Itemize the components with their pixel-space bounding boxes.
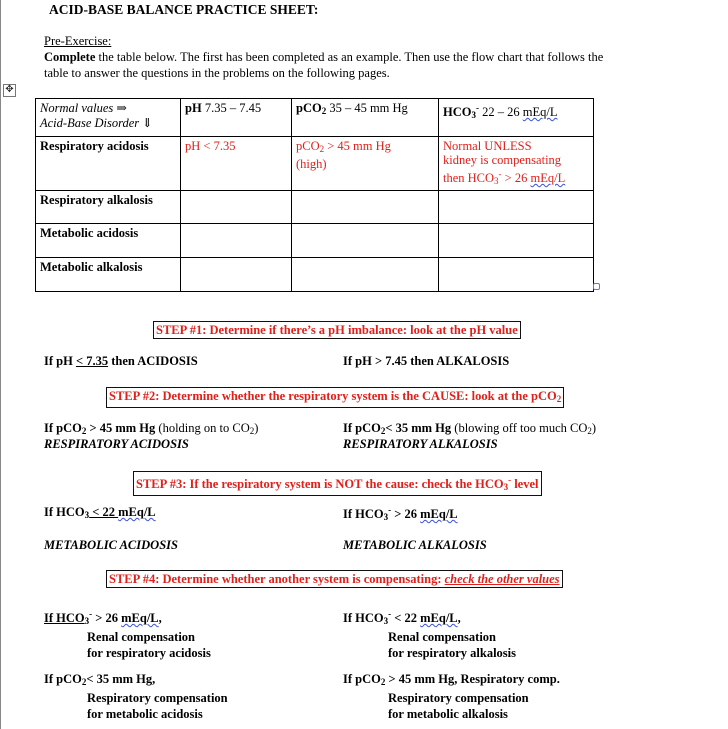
row-hco3-cell[interactable]: Normal UNLESS kidney is compensating then $HCO_3^- > 26$ mEq/L: [439, 137, 594, 191]
step-4-box: STEP #4: Determine whether another system is compensating: check the other values: [106, 570, 563, 588]
disorder-header-label: Acid-Base Disorder ⇓: [40, 116, 153, 130]
table-row: [36, 258, 594, 292]
step-3-box: STEP #3: If the respiratory system is NOT the cause: check the $HCO_3^-$ level: [133, 471, 542, 496]
step3-right-rule: If $HCO_3^- > 26$ mEq/L: [343, 505, 458, 522]
pre-exercise-heading: Pre-Exercise:: [44, 34, 112, 48]
header-ph-cell: pH 7.35 – 7.45: [181, 99, 292, 137]
step-2-box: STEP #2: Determine whether the respiratory system is the CAUSE: look at the pCO$_2$: [106, 387, 564, 408]
row-ph-cell[interactable]: pH < 7.35: [181, 137, 292, 191]
header-disorder-cell: [36, 99, 181, 137]
row-hco3-cell[interactable]: [439, 224, 594, 258]
renal-comp-alkalosis: If $HCO_3^- < 22$ mEq/L, Renal compensation for respiratory alkalosis: [343, 609, 517, 660]
row-hco3-cell[interactable]: [439, 258, 594, 292]
step1-acidosis-rule: If pH < 7.35 then ACIDOSIS: [44, 354, 198, 368]
resp-comp-alkalosis: If pCO$_2$ > 45 mm Hg, Respiratory comp. Respiratory compensation for metabolic alkalosis: [343, 672, 560, 721]
step2-right-rule: If pCO$_2$< 35 mm Hg (blowing off too much $CO_2$): [343, 421, 597, 436]
step-1-box: STEP #1: Determine if there’s a pH imbalance: look at the pH value: [153, 321, 521, 339]
metabolic-acidosis-label: METABOLIC ACIDOSIS: [44, 538, 178, 552]
row-disorder-cell: Metabolic alkalosis: [36, 258, 181, 292]
header-pco2-cell: pCO$_2$ 35 – 45 mm Hg: [292, 99, 439, 137]
row-pco2-cell[interactable]: pCO$_2$ > 45 mm Hg (high): [292, 137, 439, 191]
acid-base-table: [35, 98, 594, 292]
respiratory-alkalosis-label: RESPIRATORY ALKALOSIS: [343, 437, 498, 451]
table-resize-handle[interactable]: [593, 283, 600, 290]
header-hco3-cell: $HCO_3^-$ 22 – 26 mEq/L: [439, 99, 594, 137]
row-hco3-cell[interactable]: [439, 191, 594, 224]
normal-values-label: Normal values ⇒: [40, 101, 127, 115]
row-disorder-cell: Metabolic acidosis: [36, 224, 181, 258]
row-disorder-cell: Respiratory alkalosis: [36, 191, 181, 224]
metabolic-alkalosis-label: METABOLIC ALKALOSIS: [343, 538, 487, 552]
table-header-row: [36, 99, 594, 137]
page-title: ACID-BASE BALANCE PRACTICE SHEET:: [49, 2, 319, 17]
row-pco2-cell[interactable]: [292, 224, 439, 258]
table-row: [36, 137, 594, 191]
table-move-handle[interactable]: ✥: [3, 84, 16, 97]
instructions-line-1: Complete the table below. The first has been completed as an example. Then use the flow chart that follows the: [44, 50, 604, 64]
row-disorder-cell: Respiratory acidosis: [36, 137, 181, 191]
table-row: [36, 224, 594, 258]
row-ph-cell[interactable]: [181, 224, 292, 258]
row-ph-cell[interactable]: [181, 191, 292, 224]
instructions-line-2: table to answer the questions in the problems on the following pages.: [44, 66, 390, 80]
row-pco2-cell[interactable]: [292, 191, 439, 224]
renal-comp-acidosis: If $HCO_3^- > 26$ mEq/L, Renal compensation for respiratory acidosis: [44, 609, 211, 660]
row-pco2-cell[interactable]: [292, 258, 439, 292]
row-ph-cell[interactable]: [181, 258, 292, 292]
step2-left-rule: If pCO$_2$ > 45 mm Hg (holding on to $CO_2$): [44, 421, 259, 436]
step1-alkalosis-rule: If pH > 7.45 then ALKALOSIS: [343, 354, 510, 368]
table-row: [36, 191, 594, 224]
page-left-edge: [0, 0, 1, 729]
resp-comp-acidosis: If pCO$_2$< 35 mm Hg, Respiratory compensation for metabolic acidosis: [44, 672, 228, 721]
respiratory-acidosis-label: RESPIRATORY ACIDOSIS: [44, 437, 189, 451]
step3-left-rule: If $HCO_3 < 22$ mEq/L: [44, 505, 156, 520]
